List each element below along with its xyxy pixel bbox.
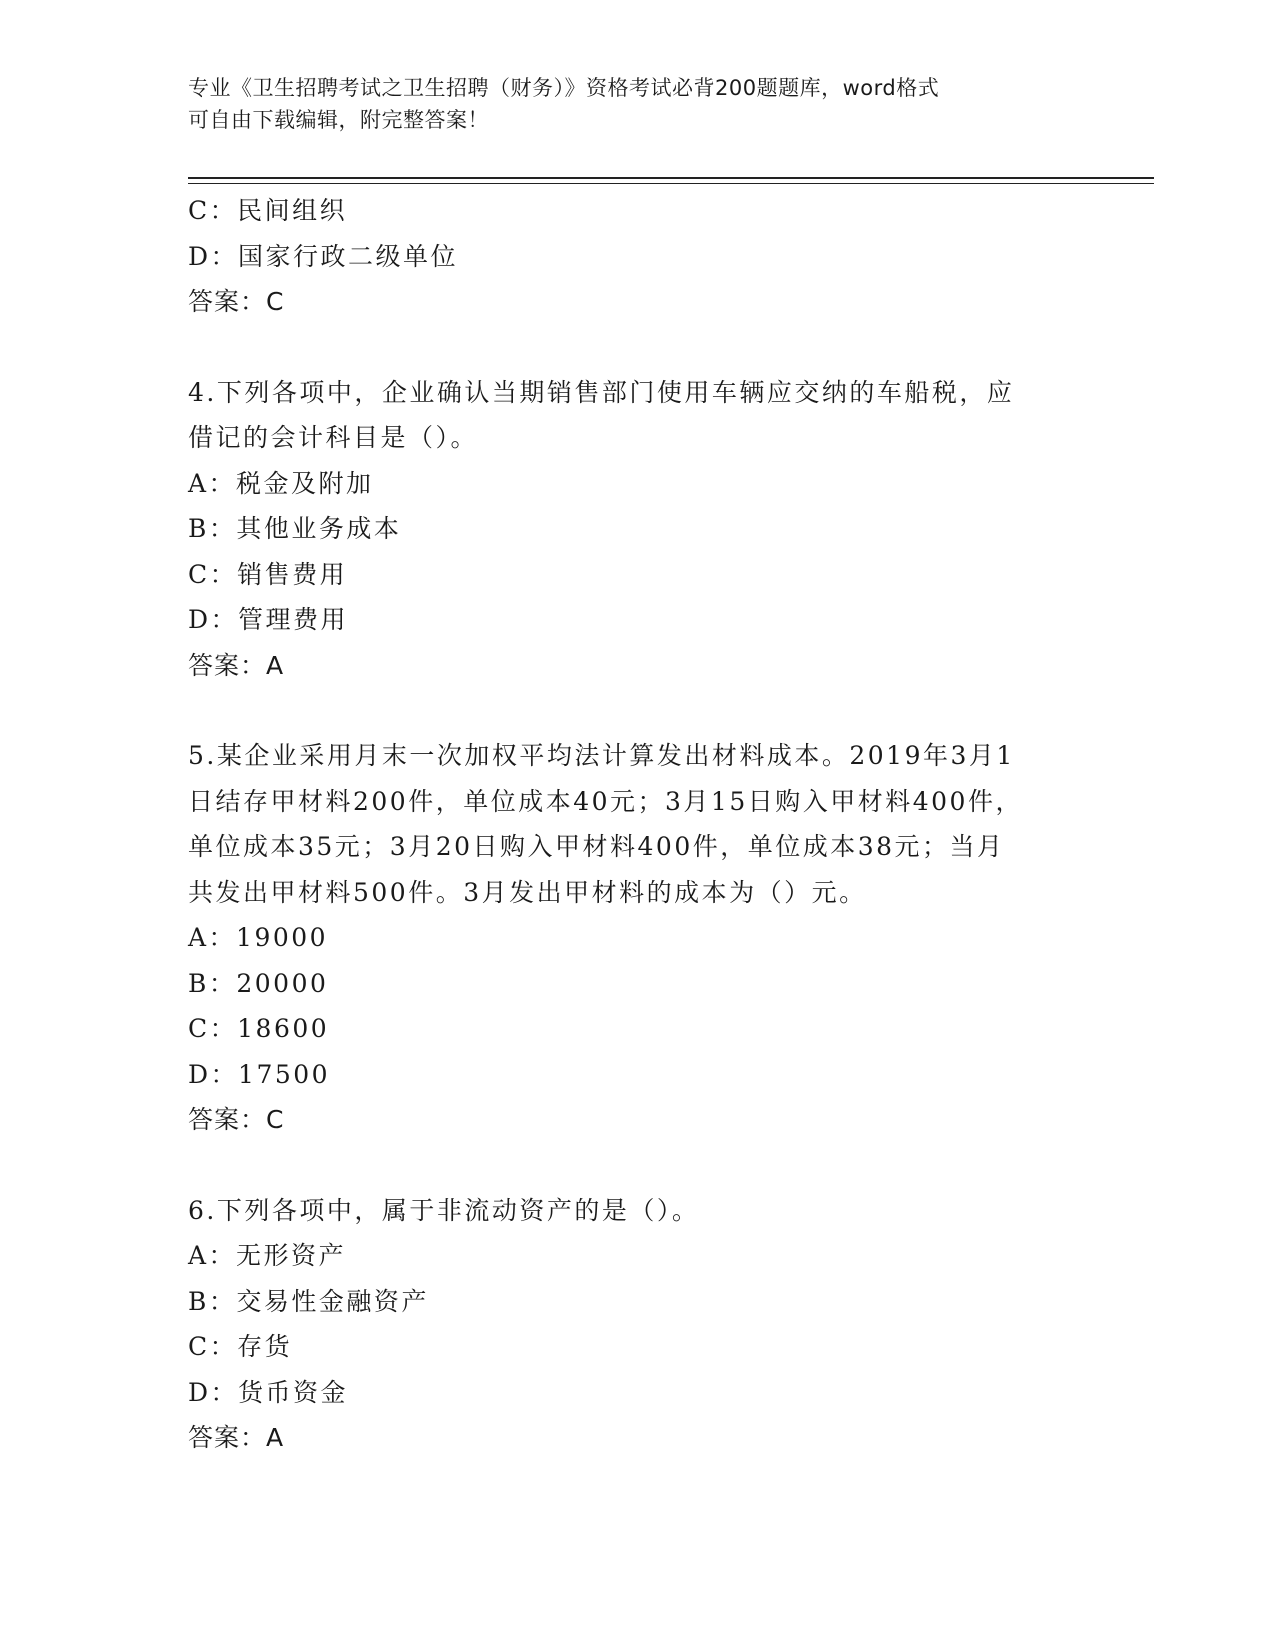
option-c: C：民间组织 xyxy=(188,196,348,225)
option-d: D：货币资金 xyxy=(188,1377,349,1407)
question-stem-line: 5.某企业采用月末一次加权平均法计算发出材料成本。2019年3月1 xyxy=(188,741,1015,770)
answer-line: 答案：C xyxy=(188,287,285,316)
question-stem-line: 共发出甲材料500件。3月发出甲材料的成本为（）元。 xyxy=(188,877,867,907)
question-4 xyxy=(188,370,1068,689)
option-b: B：其他业务成本 xyxy=(188,514,402,543)
answer-line: 答案：C xyxy=(188,1105,285,1134)
option-d: D：17500 xyxy=(188,1059,331,1089)
header-title-line-1: 专业《卫生招聘考试之卫生招聘（财务）》资格考试必背200题题库，word格式 xyxy=(188,76,940,100)
answer-line: 答案：A xyxy=(188,1423,285,1452)
question-stem-line: 借记的会计科目是（）。 xyxy=(188,423,479,452)
question-6 xyxy=(188,1188,1068,1461)
question-3-continued xyxy=(188,188,1068,325)
option-a: A：税金及附加 xyxy=(188,468,374,498)
option-a: A：19000 xyxy=(188,923,329,952)
option-b: B：20000 xyxy=(188,968,329,998)
question-stem-line: 日结存甲材料200件，单位成本40元；3月15日购入甲材料400件， xyxy=(188,786,1023,816)
question-5 xyxy=(188,733,1068,1143)
question-stem-line: 6.下列各项中，属于非流动资产的是（）。 xyxy=(188,1195,700,1225)
option-c: C：销售费用 xyxy=(188,559,348,589)
header-rule-thin xyxy=(188,183,1154,184)
option-b: B：交易性金融资产 xyxy=(188,1286,429,1316)
document-header xyxy=(188,72,1068,136)
question-stem-line: 4.下列各项中，企业确认当期销售部门使用车辆应交纳的车船税，应 xyxy=(188,377,1015,407)
option-c: C：存货 xyxy=(188,1332,293,1361)
header-rule-thick xyxy=(188,177,1154,179)
question-stem-line: 单位成本35元；3月20日购入甲材料400件，单位成本38元；当月 xyxy=(188,832,1005,861)
header-title-line-2: 可自由下载编辑，附完整答案！ xyxy=(188,108,489,132)
option-c: C：18600 xyxy=(188,1014,330,1043)
option-d: D：国家行政二级单位 xyxy=(188,241,459,271)
question-content xyxy=(188,188,1068,1461)
answer-line: 答案：A xyxy=(188,650,285,680)
option-d: D：管理费用 xyxy=(188,605,349,634)
option-a: A：无形资产 xyxy=(188,1241,347,1270)
